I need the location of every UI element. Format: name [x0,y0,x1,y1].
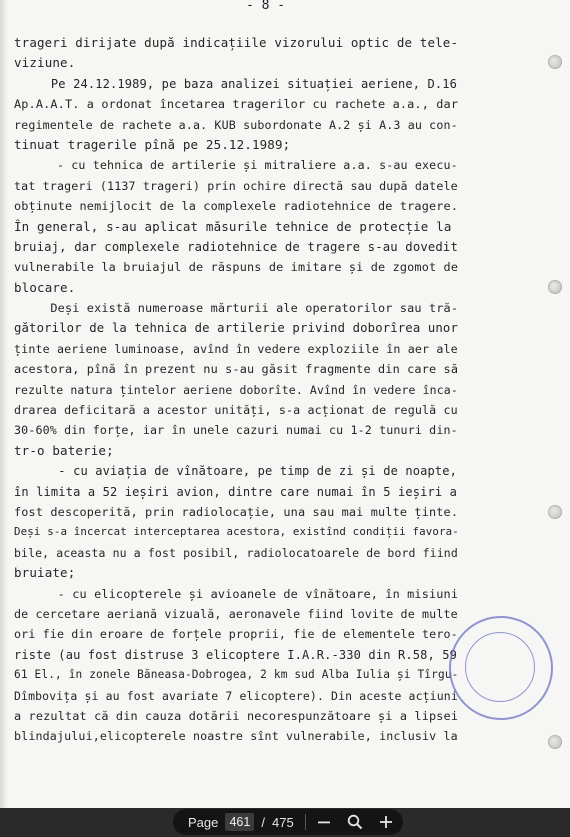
text-line: ori fie din eroare de forțele proprii, fie de elementele tero- [14,627,458,642]
text-line: Deși s-a încercat interceptarea acestora, existînd condiții favora- [14,525,459,539]
text-line: riste (au fost distruse 3 elicoptere I.A.R.-330 din R.58, 59 [14,647,458,662]
text-line: În general, s-au aplicat măsurile tehnice de protecție la [14,218,452,234]
viewer-toolbar [0,808,570,837]
text-line: bruiate; [14,565,76,581]
plus-icon [379,815,393,829]
text-line: blindajului,elicopterele noastre sînt vulnerabile, inclusiv la [14,729,458,744]
page-separator: / [261,814,265,830]
text-line: trageri dirijate după indicațiile vizorului optic de tele- [14,35,459,50]
text-line: gătorilor de la tehnica de artilerie privind doborîrea unor [14,321,458,336]
page-navigation [173,809,403,835]
text-line: bile, aceasta nu a fost posibil, radiolocatoarele de bord fiind [14,545,458,560]
text-line: ținte aeriene luminoase, avînd în vedere exploziile în aer ale [14,341,458,356]
text-line: rezulte natura țintelor aeriene doborîte. Avînd în vedere înca- [14,382,458,397]
page-label: Page [188,814,219,830]
text-line: 30-60% din forțe, iar în unele cazuri numai cu 1-2 tunuri din- [14,423,458,438]
text-line: Dîmbovița și au fost avariate 7 elicoptere). Din aceste acțiuni [14,688,458,703]
text-line: Ap.A.A.T. a ordonat încetarea tragerilor cu rachete a.a., dar [14,97,459,112]
text-line: bruiaj, dar complexele radiotehnice de tragere s-au dovedit [14,239,458,254]
search-button[interactable] [342,809,368,835]
text-line: - cu tehnica de artilerie și mitraliere a.a. s-au execu- [14,158,458,173]
text-line: Deși există numeroase mărturii ale operatorilor sau tră- [14,301,459,316]
zoom-in-button[interactable] [373,809,399,835]
text-line: obținute nemijlocit de la complexele radiotehnice de tragere. [14,199,459,214]
minus-icon [317,815,331,829]
text-line: 61 El., în zonele Băneasa-Dobrogea, 2 km sud Alba Iulia și Tîrgu- [14,668,459,682]
magnifier-icon [347,814,363,830]
zoom-out-button[interactable] [311,809,337,835]
stamp-inner-ring [465,632,535,702]
official-stamp [449,616,553,720]
text-line: în limita a 52 ieșiri avion, dintre care numai în 5 ieșiri a [14,484,458,499]
text-line: blocare. [14,279,76,295]
page-number: - 8 - [246,0,286,13]
text-line: fost descoperită, prin radiolocație, una sau mai multe ținte. [14,504,459,519]
total-pages: 475 [272,814,294,830]
text-line: vulnerabile la bruiajul de răspuns de imitare și de zgomot de [14,260,459,275]
punch-hole [548,505,562,519]
text-line: Pe 24.12.1989, pe baza analizei situației aeriene, D.16 [14,76,458,91]
text-line: de cercetare aeriană vizuală, aeronavele fiind lovite de multe [14,606,458,621]
text-line: - cu aviația de vînătoare, pe timp de zi și de noapte, [14,464,458,479]
text-line: viziune. [14,55,76,71]
punch-hole [548,280,562,294]
text-line: a rezultat că din cauza dotării necorespunzătoare și a lipsei [14,708,459,723]
text-line: regimentele de rachete a.a. KUB subordonate A.2 și A.3 au con- [14,117,458,132]
text-line: tr-o baterie; [14,442,114,458]
text-line: drarea deficitară a acestor unități, s-a acționat de regulă cu [14,403,458,418]
page-number-input[interactable] [225,813,254,831]
punch-hole [548,735,562,749]
text-line: - cu elicopterele și avioanele de vînătoare, în misiuni [14,586,459,601]
toolbar-divider [305,814,306,830]
text-line: tinuat tragerile pînă pe 25.12.1989; [14,136,291,152]
text-line: acestora, pînă în prezent nu s-au găsit fragmente din care să [14,362,459,377]
document-body [14,33,458,747]
punch-hole [548,55,562,69]
text-line: tat trageri (1137 trageri) prin ochire directă sau după datele [14,178,458,193]
